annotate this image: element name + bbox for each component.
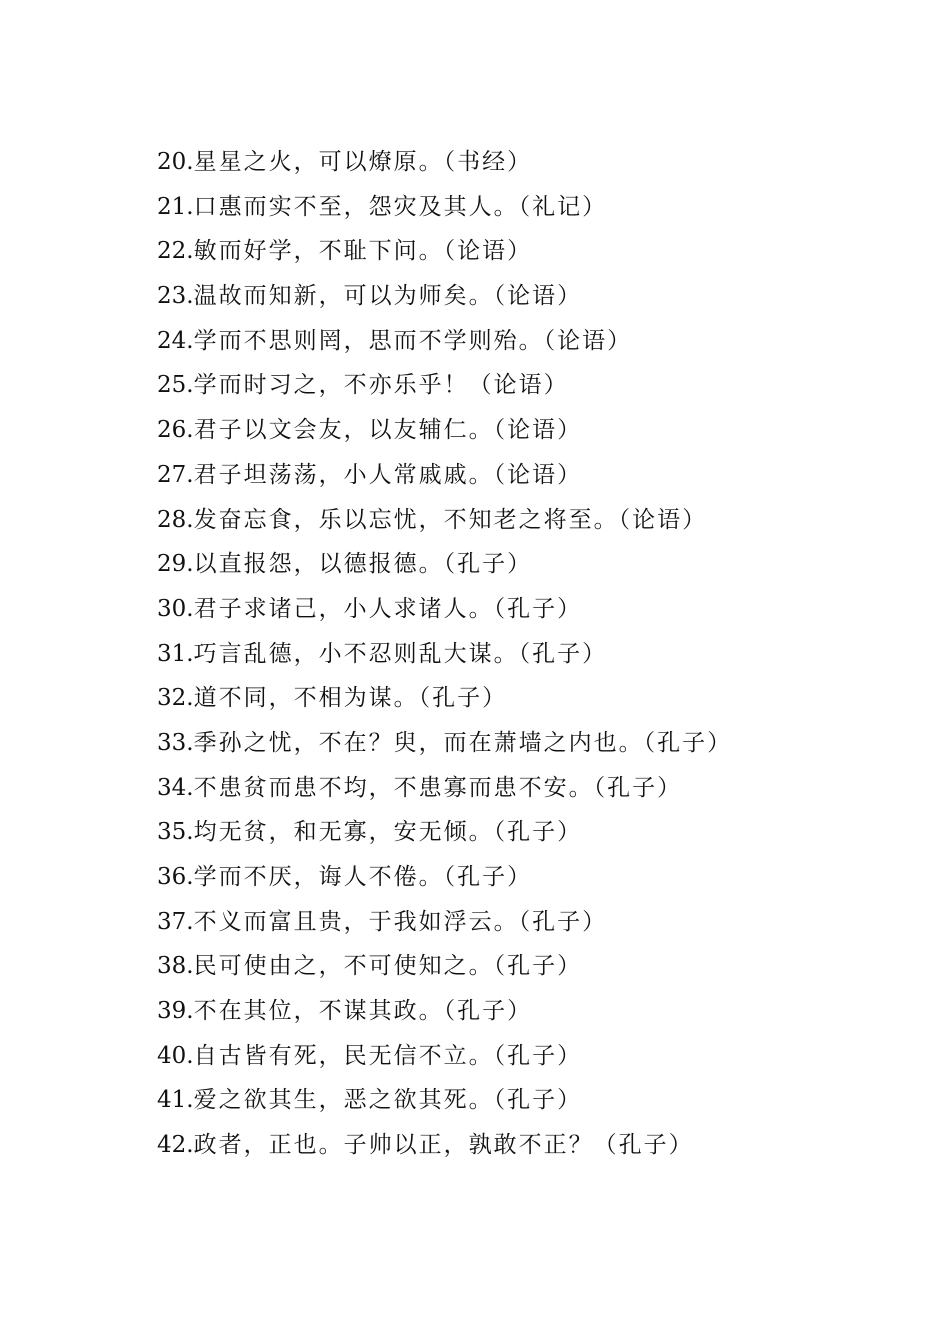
quote-item [157, 542, 917, 587]
quote-list [157, 140, 917, 1168]
quote-text: 季孙之忧，不在？臾，而在萧墙之内也。（孔子） [193, 729, 733, 756]
quote-number: 34. [157, 774, 194, 801]
quote-item [157, 721, 917, 766]
quote-text: 学而不思则罔，思而不学则殆。（论语） [193, 327, 633, 354]
quote-text: 口惠而实不至，怨灾及其人。（礼记） [193, 193, 608, 220]
quote-number: 28. [157, 506, 194, 533]
quote-number: 22. [157, 238, 194, 265]
quote-item [157, 185, 917, 230]
quote-text: 君子以文会友，以友辅仁。（论语） [193, 417, 583, 444]
quote-item [157, 944, 917, 989]
quote-text: 星星之火，可以燎原。（书经） [193, 149, 533, 175]
quote-number: 27. [157, 461, 194, 488]
quote-text: 巧言乱德，小不忍则乱大谋。（孔子） [193, 640, 608, 667]
quote-number: 30. [157, 595, 194, 622]
quote-text: 学而不厌，诲人不倦。（孔子） [193, 864, 533, 890]
quote-number: 21. [157, 193, 194, 220]
quote-item [157, 810, 917, 855]
quote-number: 25. [157, 372, 194, 399]
quote-text: 敏而好学，不耻下问。（论语） [193, 238, 533, 265]
quote-text: 均无贫，和无寡，安无倾。（孔子） [193, 819, 583, 846]
quote-number: 38. [157, 953, 194, 980]
quote-item [157, 632, 917, 677]
quote-number: 32. [157, 685, 194, 712]
quote-text: 发奋忘食，乐以忘忧，不知老之将至。（论语） [193, 506, 708, 533]
quote-item [157, 140, 917, 185]
quote-item [157, 676, 917, 721]
quote-text: 民可使由之，不可使知之。（孔子） [193, 953, 583, 980]
quote-number: 40. [157, 1042, 194, 1069]
quote-number: 37. [157, 908, 194, 935]
quote-number: 39. [157, 998, 194, 1025]
quote-number: 29. [157, 551, 194, 578]
quote-item [157, 989, 917, 1034]
quote-text: 君子求诸己，小人求诸人。（孔子） [193, 595, 583, 622]
quote-text: 不在其位，不谋其政。（孔子） [193, 998, 533, 1025]
quote-number: 24. [157, 327, 194, 354]
quote-number: 23. [157, 283, 194, 310]
quote-number: 20. [157, 149, 194, 175]
quote-text: 学而时习之，不亦乐乎！（论语） [193, 372, 569, 399]
quote-item [157, 453, 917, 498]
quote-number: 41. [157, 1087, 194, 1114]
quote-text: 政者，正也。子帅以正，孰敢不正？（孔子） [193, 1132, 694, 1159]
quote-number: 31. [157, 640, 194, 667]
quote-item [157, 766, 917, 811]
quote-number: 33. [157, 729, 194, 756]
quote-text: 君子坦荡荡，小人常戚戚。（论语） [193, 461, 583, 488]
quote-number: 26. [157, 417, 194, 444]
quote-text: 爱之欲其生，恶之欲其死。（孔子） [193, 1087, 583, 1114]
quote-item [157, 363, 917, 408]
quote-text: 以直报怨，以德报德。（孔子） [193, 551, 533, 578]
quote-number: 42. [157, 1132, 194, 1159]
quote-number: 36. [157, 864, 194, 890]
quote-item [157, 319, 917, 364]
quote-item [157, 1078, 917, 1123]
quote-item [157, 498, 917, 543]
quote-text: 自古皆有死，民无信不立。（孔子） [193, 1042, 583, 1069]
quote-item [157, 1123, 917, 1168]
quote-item [157, 274, 917, 319]
quote-number: 35. [157, 819, 194, 846]
quote-item [157, 229, 917, 274]
quote-text: 不患贫而患不均，不患寡而患不安。（孔子） [193, 774, 683, 801]
quote-text: 温故而知新，可以为师矣。（论语） [193, 283, 583, 310]
quote-item [157, 1034, 917, 1079]
quote-item [157, 900, 917, 945]
quote-item [157, 855, 917, 900]
quote-item [157, 587, 917, 632]
quote-text: 道不同，不相为谋。（孔子） [193, 685, 508, 712]
quote-item [157, 408, 917, 453]
quote-text: 不义而富且贵，于我如浮云。（孔子） [193, 908, 608, 935]
